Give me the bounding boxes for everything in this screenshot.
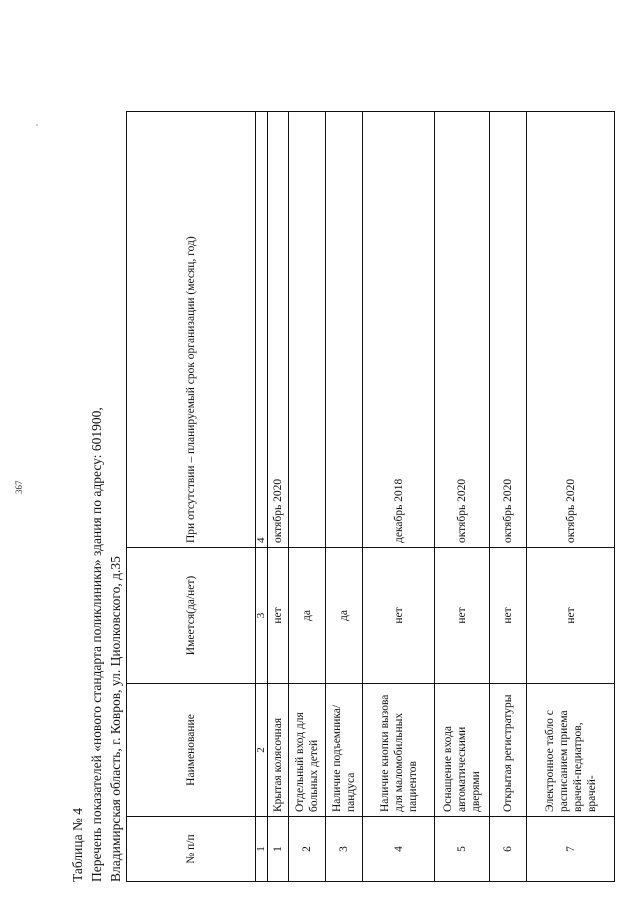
row-has: да xyxy=(289,548,326,684)
col-number: 2 xyxy=(256,684,268,817)
row-num: 6 xyxy=(490,817,527,882)
row-num: 2 xyxy=(289,817,326,882)
row-num: 1 xyxy=(268,817,289,882)
row-term: октябрь 2020 xyxy=(527,112,615,548)
table-row xyxy=(490,112,527,882)
row-has: нет xyxy=(527,548,615,684)
header-has: Имеется(да/нет) xyxy=(127,548,256,684)
header-term: При отсутствии – планируемый срок организации (месяц, год) xyxy=(127,112,256,548)
table-row xyxy=(289,112,326,882)
row-term: декабрь 2018 xyxy=(363,112,435,548)
row-name: Наличие подъемника/пандуса xyxy=(326,684,363,817)
row-name: Крытая колясочная xyxy=(268,684,289,817)
col-number: 3 xyxy=(256,548,268,684)
table-row xyxy=(363,112,435,882)
indicators-table xyxy=(126,111,615,882)
table-row xyxy=(326,112,363,882)
table-address: Владимирская область, г. Ковров, ул. Циолковского, д.35 xyxy=(108,556,123,882)
table-caption xyxy=(68,112,126,882)
row-num: 3 xyxy=(326,817,363,882)
row-name: Наличие кнопки вызова для маломобильных пациентов xyxy=(363,684,435,817)
row-term: октябрь 2020 xyxy=(435,112,490,548)
row-name: Отдельный вход для больных детей xyxy=(289,684,326,817)
row-term xyxy=(289,112,326,548)
row-num: 5 xyxy=(435,817,490,882)
row-has: нет xyxy=(435,548,490,684)
table-label: Таблица № 4 xyxy=(70,808,85,882)
col-number: 4 xyxy=(256,112,268,548)
row-term xyxy=(326,112,363,548)
scan-speck xyxy=(36,124,38,126)
header-name: Наименование xyxy=(127,684,256,817)
row-num: 7 xyxy=(527,817,615,882)
row-name: Открытая регистратуры xyxy=(490,684,527,817)
row-has: да xyxy=(326,548,363,684)
row-has: нет xyxy=(490,548,527,684)
table-row xyxy=(435,112,490,882)
header-num: № п/п xyxy=(127,817,256,882)
row-name: Оснащение входа автоматическими дверями xyxy=(435,684,490,817)
column-number-row xyxy=(256,112,268,882)
page-number: 367 xyxy=(14,480,24,494)
row-term: октябрь 2020 xyxy=(490,112,527,548)
row-has: нет xyxy=(363,548,435,684)
table-row xyxy=(268,112,289,882)
col-number: 1 xyxy=(256,817,268,882)
row-name: Электронное табло с расписанием приема врачей-педиатров, врачей- xyxy=(527,684,615,817)
row-num: 4 xyxy=(363,817,435,882)
row-has: нет xyxy=(268,548,289,684)
rotated-page-content xyxy=(68,112,598,882)
header-row xyxy=(127,112,256,882)
row-term: октябрь 2020 xyxy=(268,112,289,548)
table-row xyxy=(527,112,615,882)
table-title: Перечень показателей «нового стандарта поликлиники» здания по адресу: 601900, xyxy=(89,407,104,882)
